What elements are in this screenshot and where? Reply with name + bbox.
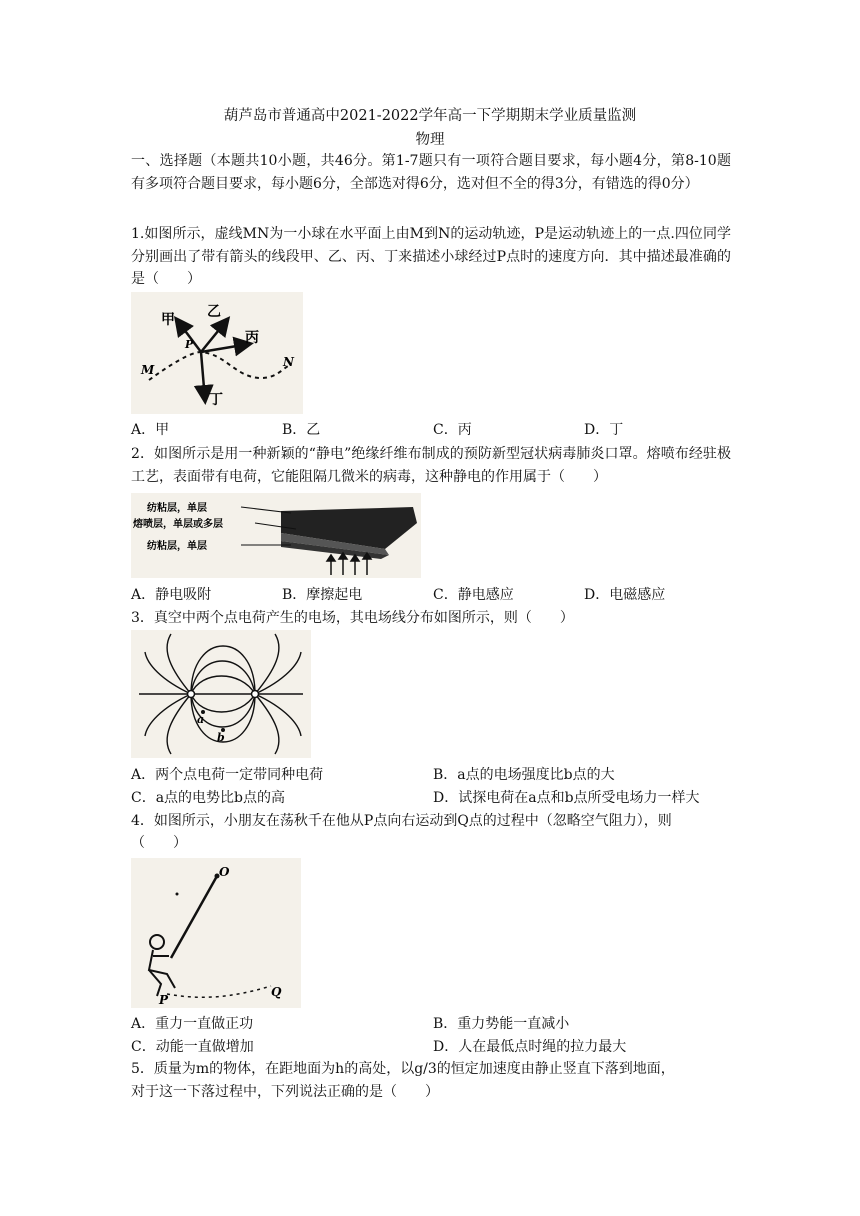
label-n: N bbox=[283, 355, 294, 369]
section-heading: 一、选择题（本题共10小题，共46分。第1-7题只有一项符合题目要求，每小题4分，第8-10题有多项符合题目要求，每小题6分，全部选对得6分，选对但不全的得3分，有错选的得0分） bbox=[131, 153, 731, 192]
q2-option-a: A．静电吸附 bbox=[131, 587, 212, 603]
layer-label-bottom: 纺粘层，单层 bbox=[147, 541, 207, 552]
q1-option-d: D．丁 bbox=[584, 422, 624, 438]
question-5-stem-line-1: 5．质量为m的物体，在距地面为h的高处，以g/3的恒定加速度由静止竖直下落到地面， bbox=[131, 1061, 675, 1077]
q4-option-d: D．人在最低点时绳的拉力最大 bbox=[433, 1039, 627, 1055]
point-p-label: P bbox=[159, 993, 169, 1007]
label-p: P bbox=[185, 338, 194, 351]
q2-option-d: D．电磁感应 bbox=[584, 587, 666, 603]
question-1-stem: 1.如图所示，虚线MN为一小球在水平面上由M到N的运动轨迹，P是运动轨迹上的一点.四位同学分别画出了带有箭头的线段甲、乙、丙、丁来描述小球经过P点时的速度方向．其中描述最准确的是（ ） bbox=[131, 226, 731, 287]
q3-option-d: D．试探电荷在a点和b点所受电场力一样大 bbox=[433, 790, 700, 806]
question-4-figure bbox=[131, 858, 301, 1008]
question-1-figure bbox=[131, 292, 303, 414]
subject-title: 物理 bbox=[415, 132, 445, 148]
point-q-label: Q bbox=[271, 985, 282, 999]
question-2-figure bbox=[131, 493, 421, 578]
question-4-stem-line-1: 4．如图所示，小朋友在荡秋千在他从P点向右运动到Q点的过程中（忽略空气阻力），则 bbox=[131, 813, 672, 829]
q3-option-c: C．a点的电势比b点的高 bbox=[131, 790, 286, 806]
q4-option-b: B．重力势能一直减小 bbox=[433, 1016, 570, 1032]
pivot-o-label: O bbox=[219, 865, 230, 879]
q3-option-a: A．两个点电荷一定带同种电荷 bbox=[131, 767, 324, 783]
label-ding: 丁 bbox=[209, 392, 223, 408]
exam-title: 葫芦岛市普通高中2021-2022学年高一下学期期末学业质量监测 bbox=[223, 108, 637, 124]
question-2-stem: 2．如图所示是用一种新颖的“静电”绝缘纤维布制成的预防新型冠状病毒肺炎口罩。熔喷布经驻极工艺，表面带有电荷，它能阻隔几微米的病毒，这种静电的作用属于（ ） bbox=[131, 446, 731, 485]
layer-label-top: 纺粘层，单层 bbox=[147, 503, 207, 514]
label-yi: 乙 bbox=[207, 304, 221, 320]
q1-option-b: B．乙 bbox=[282, 422, 321, 438]
point-a-label: a bbox=[197, 713, 205, 726]
q3-option-b: B．a点的电场强度比b点的大 bbox=[433, 767, 615, 783]
q4-option-a: A．重力一直做正功 bbox=[131, 1016, 254, 1032]
question-3-figure bbox=[131, 630, 311, 758]
q2-option-c: C．静电感应 bbox=[433, 587, 514, 603]
question-4-stem-line-2: （ ） bbox=[131, 835, 187, 851]
q1-option-c: C．丙 bbox=[433, 422, 472, 438]
question-3-stem: 3．真空中两个点电荷产生的电场，其电场线分布如图所示，则（ ） bbox=[131, 610, 574, 626]
label-m: M bbox=[141, 363, 155, 377]
q4-option-c: C．动能一直做增加 bbox=[131, 1039, 254, 1055]
label-bing: 丙 bbox=[245, 330, 259, 346]
label-jia: 甲 bbox=[161, 312, 175, 328]
q2-option-b: B．摩擦起电 bbox=[282, 587, 363, 603]
q1-option-a: A．甲 bbox=[131, 422, 170, 438]
point-b-label: b bbox=[217, 731, 225, 744]
layer-label-middle: 熔喷层，单层或多层 bbox=[133, 519, 223, 530]
question-5-stem-line-2: 对于这一下落过程中，下列说法正确的是（ ） bbox=[131, 1084, 439, 1100]
